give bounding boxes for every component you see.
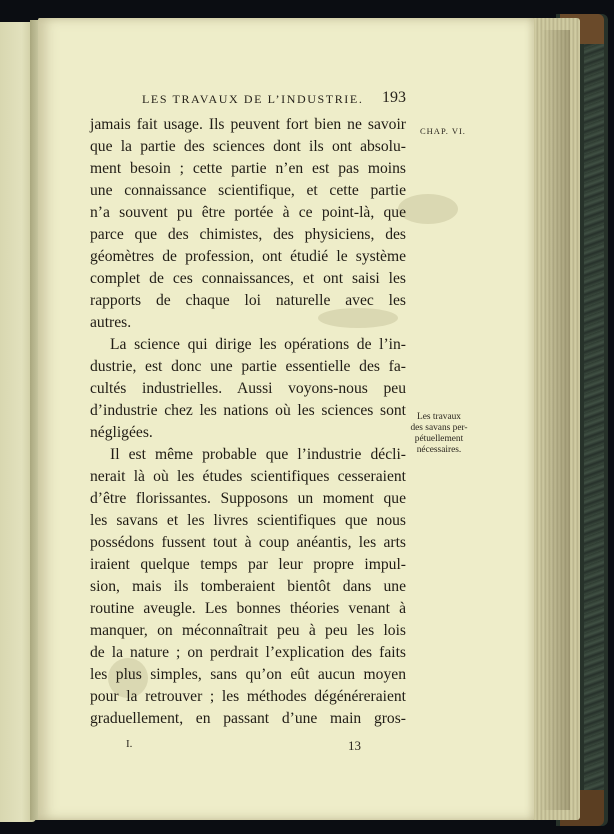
edge-shadow bbox=[540, 30, 570, 810]
margin-note-line: pétuellement bbox=[414, 434, 464, 444]
marbled-cover bbox=[584, 30, 604, 810]
text-line: ment besoin ; cette partie n’en est pas moins bbox=[90, 160, 406, 177]
text-line: parce que des chimistes, des physiciens, des bbox=[90, 226, 406, 243]
text-line: autres. bbox=[90, 314, 132, 331]
sheet-number: 13 bbox=[348, 738, 361, 753]
text-line: manquer, on méconnaîtrait peu à peu les lois bbox=[90, 622, 406, 639]
text-line: rapports de chaque loi naturelle avec les bbox=[90, 292, 406, 309]
text-line: une connaissance scientifique, et cette partie bbox=[90, 182, 406, 199]
paragraph-start-line: La science qui dirige les opérations de l’in- bbox=[110, 336, 406, 353]
foxing-spot bbox=[398, 194, 458, 224]
text-line: nerait là où les études scientifiques cesseraient bbox=[90, 468, 406, 485]
text-line: cultés industrielles. Aussi voyons-nous peu bbox=[90, 380, 406, 397]
margin-note-line: Les travaux bbox=[417, 412, 461, 422]
running-head: LES TRAVAUX DE L’INDUSTRIE. bbox=[142, 92, 364, 106]
text-line: dustrie, est donc une partie essentielle des fa- bbox=[90, 358, 406, 375]
text-line: sion, mais ils tomberaient bientôt dans une bbox=[90, 578, 406, 595]
text-line: routine aveugle. Les bonnes théories venant à bbox=[90, 600, 406, 617]
chapter-label: CHAP. VI. bbox=[420, 126, 466, 136]
text-line: possédons fussent tout à coup anéantis, les arts bbox=[90, 534, 406, 551]
signature-mark: I. bbox=[126, 738, 133, 750]
text-line: les savans et les livres scientifiques que nous bbox=[90, 512, 406, 529]
text-line: complet de ces connaissances, et ont saisi les bbox=[90, 270, 406, 287]
margin-note-line: des savans per- bbox=[410, 423, 468, 433]
text-line: géomètres de profession, ont étudié le système bbox=[90, 248, 406, 265]
text-line: d’industrie chez les nations où les sciences sont bbox=[90, 402, 406, 419]
paragraph-start-line: Il est même probable que l’industrie décli- bbox=[110, 446, 406, 463]
text-line: iraient quelque temps par leur propre impul- bbox=[90, 556, 406, 573]
text-line: graduellement, en passant d’une main gros- bbox=[90, 710, 406, 727]
text-line: d’être florissantes. Supposons un moment que bbox=[90, 490, 406, 507]
text-line: les plus simples, sans qu’on eût aucun moyen bbox=[90, 666, 406, 683]
margin-note bbox=[408, 412, 470, 456]
text-line: que la partie des sciences dont ils ont absolu- bbox=[90, 138, 406, 155]
text-line: de la nature ; on perdrait l’explication des faits bbox=[90, 644, 406, 661]
text-line: n’a souvent pu être portée à ce point-là, que bbox=[90, 204, 406, 221]
margin-note-line: nécessaires. bbox=[416, 445, 462, 455]
page-number: 193 bbox=[382, 89, 406, 106]
text-line: pour la retrouver ; les méthodes dégénéreraient bbox=[90, 688, 406, 705]
text-line: jamais fait usage. Ils peuvent fort bien ne savoir bbox=[90, 116, 406, 133]
text-line: négligées. bbox=[90, 424, 153, 441]
